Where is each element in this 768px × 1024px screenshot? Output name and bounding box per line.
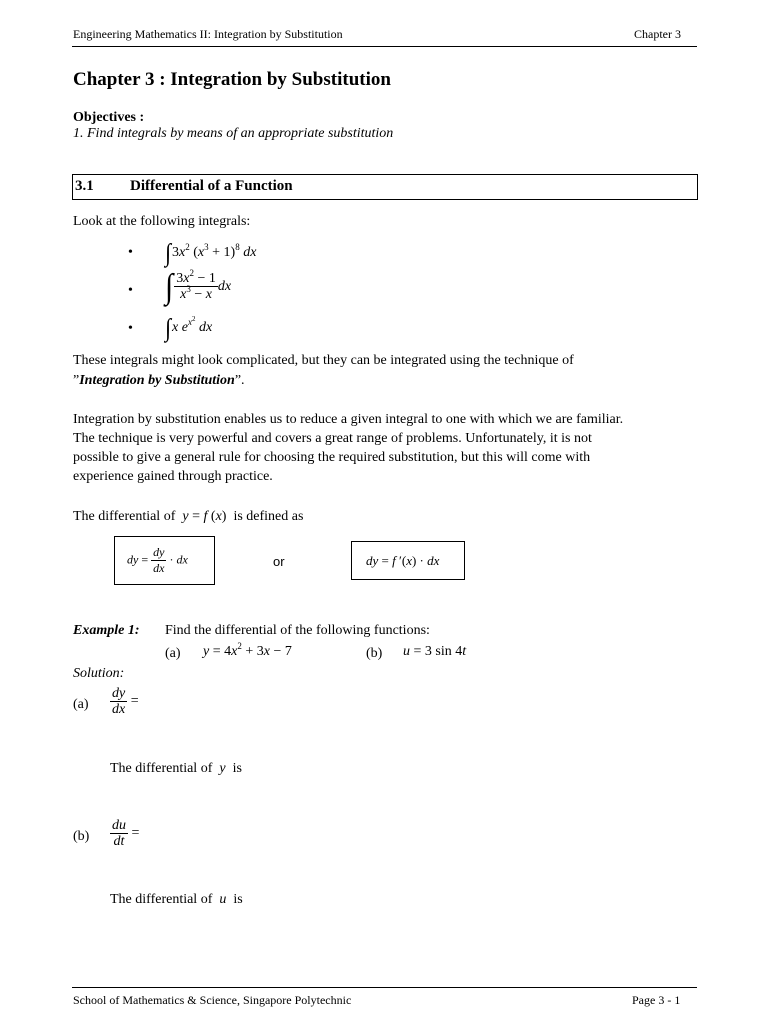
- running-header-left: Engineering Mathematics II: Integration by Substitution: [73, 27, 343, 41]
- example-text: Find the differential of the following functions:: [165, 623, 430, 638]
- header-rule: [72, 46, 697, 47]
- differential-formula-box-1: dy = $\frac{dy}{dx}$ · dx: [114, 536, 215, 585]
- part-a-label: (a): [165, 646, 181, 661]
- example-label: Example 1:: [73, 623, 140, 638]
- bullet-1: •: [128, 245, 133, 260]
- or-text: or: [273, 554, 285, 569]
- integral-3: ∫x $e^{x^2}$ dx: [165, 313, 213, 342]
- section-heading-box: [72, 174, 698, 200]
- solution-a-label: (a): [73, 697, 89, 712]
- section-title: Differential of a Function: [130, 178, 293, 194]
- running-header-right: Chapter 3: [634, 27, 681, 41]
- para2-line4: experience gained through practice.: [73, 469, 273, 484]
- intro-text: Look at the following integrals:: [73, 214, 251, 229]
- definition-line: The differential of y = f (x) is defined as: [73, 509, 304, 524]
- para2-line3: possible to give a general rule for choosing the required substitution, but this will come with: [73, 450, 591, 465]
- para1-line1: These integrals might look complicated, but they can be integrated using the technique of: [73, 353, 574, 368]
- objective-item: 1. Find integrals by means of an appropriate substitution: [73, 126, 394, 141]
- chapter-title: Chapter 3 : Integration by Substitution: [73, 69, 391, 90]
- bullet-3: •: [128, 321, 133, 336]
- section-number: 3.1: [75, 178, 94, 194]
- page-number: Page 3 - 1: [632, 993, 681, 1007]
- integral-1: $\int 3x^2$ $(x^3 + 1)^8$ dx: [165, 238, 257, 267]
- technique-name: Integration by Substitution: [79, 373, 235, 388]
- bullet-2: •: [128, 283, 133, 298]
- solution-label: Solution:: [73, 666, 125, 681]
- solution-b-label: (b): [73, 829, 90, 844]
- integral-2: ∫ $\frac{3x^2 - 1}{x^3 - x}$ dx: [165, 267, 232, 306]
- objectives-label: Objectives :: [73, 110, 145, 125]
- dy-dx-fraction: $\frac{dy}{dx}$ =: [112, 686, 139, 717]
- footer-left: School of Mathematics & Science, Singapore Polytechnic: [73, 993, 352, 1007]
- footer-rule: [72, 987, 697, 988]
- part-b-label: (b): [366, 646, 383, 661]
- para1-line2: ”Integration by Substitution”.: [73, 373, 245, 388]
- differential-of-y: The differential of y is: [110, 761, 242, 776]
- para2-line2: The technique is very powerful and covers a great range of problems. Unfortunately, it is not: [73, 431, 592, 446]
- differential-formula-box-2: dy = f ′(x) · dx: [351, 541, 465, 580]
- du-dt-fraction: $\frac{du}{dt}$ =: [112, 818, 140, 849]
- function-a: $y = 4x^2 + 3x - 7$: [203, 641, 292, 659]
- para2-line1: Integration by substitution enables us to reduce a given integral to one with which we are familiar.: [73, 412, 624, 427]
- function-b: u = 3 sin 4t: [403, 644, 467, 659]
- differential-of-u: The differential of u is: [110, 892, 243, 907]
